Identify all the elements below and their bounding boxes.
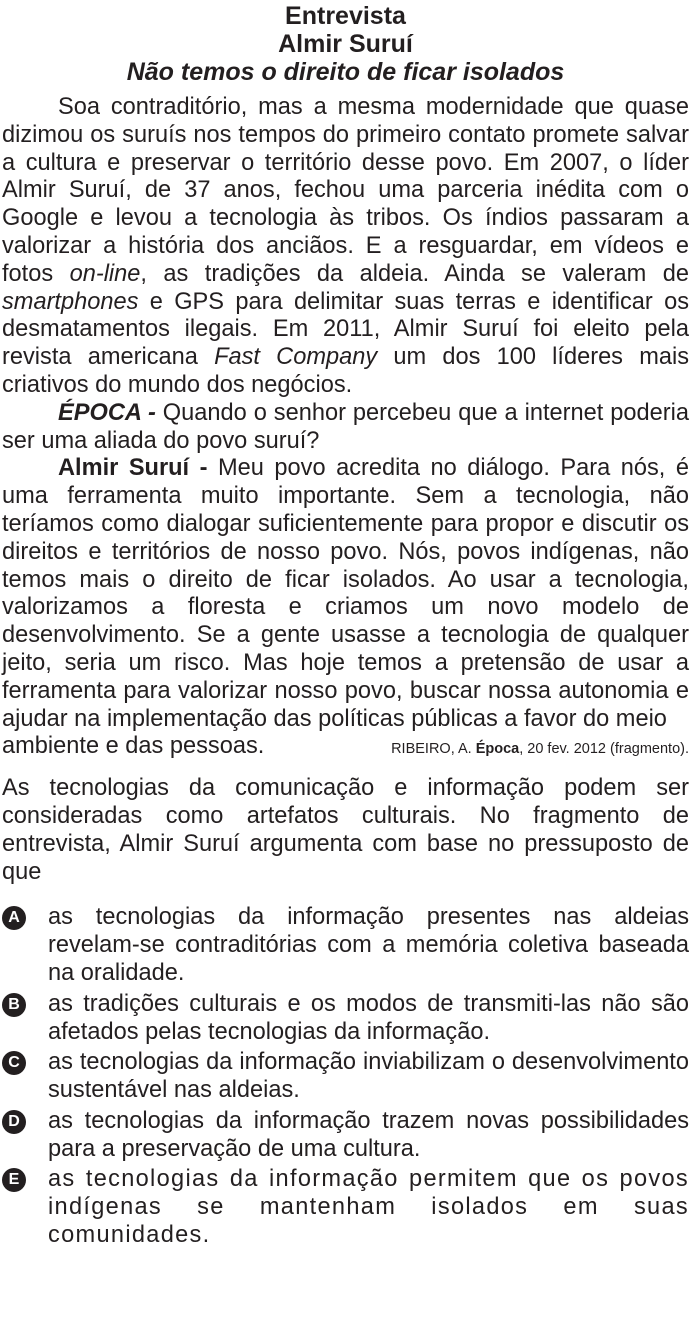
answer-options xyxy=(2,904,689,1250)
intro-paragraph xyxy=(2,94,689,400)
source-author: RIBEIRO, A. xyxy=(391,741,476,758)
interviewer-label: ÉPOCA - xyxy=(58,399,156,426)
interviewee-name: Almir Suruí xyxy=(278,30,413,58)
option-d-badge: D xyxy=(2,1110,26,1134)
header-label: Entrevista xyxy=(285,2,406,30)
intro-text-3: , as tradições da aldeia. Ainda se valeram de xyxy=(140,260,689,287)
option-e[interactable] xyxy=(2,1166,689,1249)
intro-text-5: e GPS para delimitar suas terras e identificar os desmatamentos ilegais. Em 2011, Almir Suruí foi eleito pela revista americana xyxy=(2,288,689,371)
interviewee-label: Almir Suruí - xyxy=(58,455,208,482)
option-d-text: as tecnologias da informação trazem novas possibilidades para a preservação de uma cultura. xyxy=(48,1107,689,1162)
answer-last-line xyxy=(2,733,689,761)
answer-text-end: ambiente e das pessoas. xyxy=(2,733,265,760)
option-e-badge: E xyxy=(2,1168,26,1192)
source-date: , 20 fev. 2012 (fragmento). xyxy=(519,741,689,758)
intro-text-online: on-line xyxy=(69,260,141,287)
stem-text: As tecnologias da comunicação e informação podem ser consideradas como artefatos culturais. No fragmento de entrevista, Almir Suruí argumenta com base no pressuposto de que xyxy=(2,775,689,885)
option-a[interactable] xyxy=(2,904,689,987)
answer-text: Meu povo acredita no diálogo. Para nós, é uma ferramenta muito importante. Sem a tecnologia, não teríamos como dialogar suficientemente para propor e discutir os direitos e territórios de nosso povo. Nós, povos indígenas, não temos mais o direito de ficar isolados. Ao usar a tecnologia, valorizamos a floresta e criamos um novo modelo de desenvolvimento. Se a gente usasse a tecnologia de qualquer jeito, seria um risco. Mas hoje temos a pretensão de usar a ferramenta para valorizar nosso povo, buscar nossa autonomia e ajudar na implementação das políticas públicas a favor do meio xyxy=(2,455,689,732)
article-headline: Não temos o direito de ficar isolados xyxy=(126,58,565,86)
option-c[interactable] xyxy=(2,1049,689,1105)
question-text: Quando o senhor percebeu que a internet poderia ser uma aliada do povo suruí? xyxy=(2,399,689,454)
interviewee-answer xyxy=(2,455,689,733)
option-c-text: as tecnologias da informação inviabilizam o desenvolvimento sustentável nas aldeias. xyxy=(48,1049,689,1104)
option-c-badge: C xyxy=(2,1051,26,1075)
option-b-badge: B xyxy=(2,993,26,1017)
option-e-text: as tecnologias da informação permitem que os povos indígenas se mantenham isolados em suas comunidades. xyxy=(48,1166,689,1249)
article-header xyxy=(2,2,689,86)
option-a-text: as tecnologias da informação presentes nas aldeias revelam-se contraditórias com a memória coletiva baseada na oralidade. xyxy=(48,904,689,986)
option-d[interactable] xyxy=(2,1108,689,1164)
question-page xyxy=(2,0,689,1253)
source-publication: Época xyxy=(475,741,520,758)
intro-text-fast-company: Fast Company xyxy=(214,344,378,371)
intro-text-1: Soa contraditório, mas a mesma modernidade que quase dizimou os suruís nos tempos do primeiro contato promete salvar a cultura e preservar o território desse povo. Em 2007, o líder Almir Suruí, de 37 anos, fechou uma parceria inédita com o Google e levou a tecnologia às tribos. Os índios passaram a valorizar a história dos anciãos. E a resguardar, em vídeos e fotos xyxy=(2,94,689,287)
question-stem xyxy=(2,775,689,886)
intro-text-smartphones: smartphones xyxy=(2,288,139,315)
intro-text-7: um dos 100 líderes mais criativos do mundo dos negócios. xyxy=(2,344,690,398)
option-b-text: as tradições culturais e os modos de transmiti-las não são afetados pelas tecnologias da informação. xyxy=(48,990,689,1045)
source-citation xyxy=(391,739,689,759)
option-b[interactable] xyxy=(2,991,689,1047)
option-a-badge: A xyxy=(2,906,26,930)
article-body xyxy=(2,94,689,761)
interviewer-question xyxy=(2,400,689,456)
